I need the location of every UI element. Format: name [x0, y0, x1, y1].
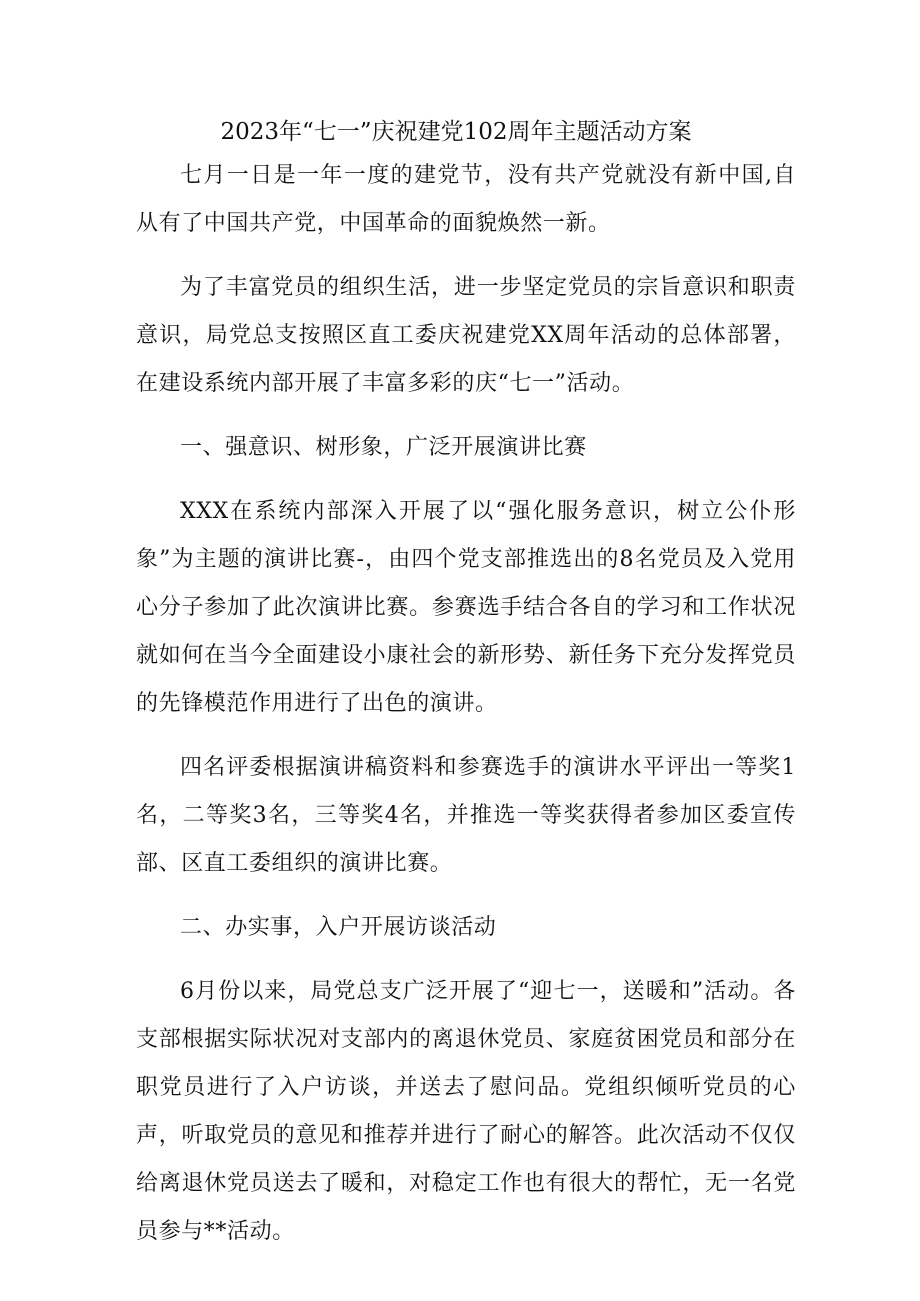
section-heading-2: 二、办实事，入户开展访谈活动	[180, 915, 497, 940]
section1-paragraph-1: XXX在系统内部深入开展了以“强化服务意识，树立公仆形象”为主题的演讲比赛-，由四个党支部推选出的8名党员及入党用心分子参加了此次演讲比赛。参赛选手结合各自的学习和工作状况就如何在当今全面建设小康社会的新形势、新任务下充分发挥党员的先锋模范作用进行了出色的演讲。	[136, 499, 796, 716]
section-heading-1: 一、强意识、树形象，广泛开展演讲比赛	[180, 435, 587, 460]
intro-paragraph-1: 七月一日是一年一度的建党节，没有共产党就没有新中国,自从有了中国共产党，中国革命的面貌焕然一新。	[136, 163, 796, 236]
intro-paragraph-2: 为了丰富党员的组织生活，进一步坚定党员的宗旨意识和职责意识，局党总支按照区直工委庆祝建党XX周年活动的总体部署，在建设系统内部开展了丰富多彩的庆“七一”活动。	[136, 275, 796, 396]
document-title: 2023年“七一”庆祝建党102周年主题活动方案	[220, 119, 692, 145]
section2-paragraph-1: 6月份以来，局党总支广泛开展了“迎七一，送暖和”活动。各支部根据实际状况对支部内的离退休党员、家庭贫困党员和部分在职党员进行了入户访谈，并送去了慰问品。党组织倾听党员的心声，听取党员的意见和推荐并进行了耐心的解答。此次活动不仅仅给离退休党员送去了暖和，对稳定工作也有很大的帮忙，无一名党员参与**活动。	[136, 979, 796, 1244]
section1-paragraph-2: 四名评委根据演讲稿资料和参赛选手的演讲水平评出一等奖1名，二等奖3名，三等奖4名，并推选一等奖获得者参加区委宣传部、区直工委组织的演讲比赛。	[136, 755, 796, 876]
document-body	[136, 112, 796, 1256]
